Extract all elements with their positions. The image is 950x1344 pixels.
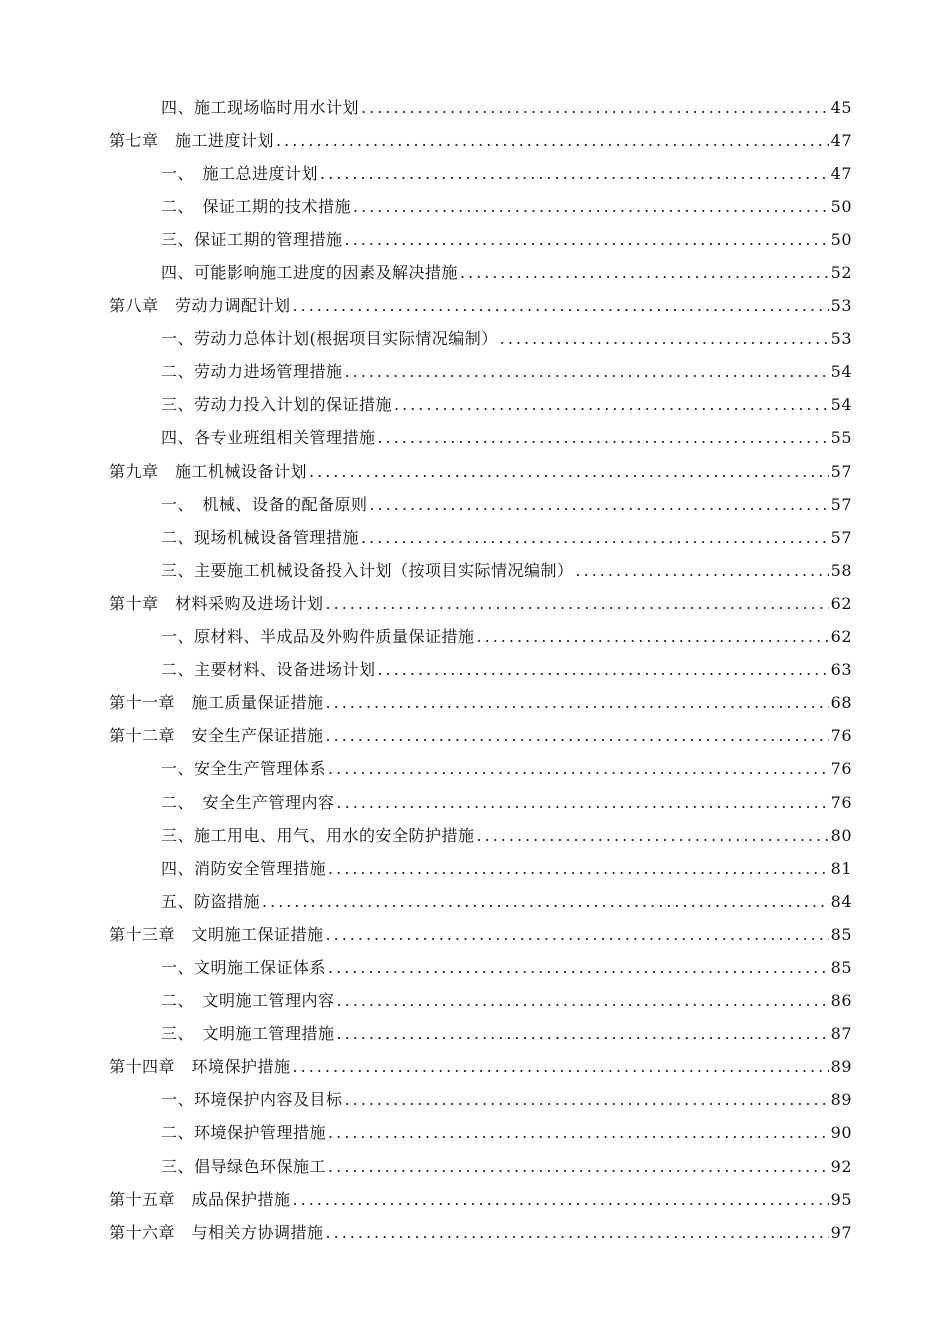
toc-dot-leader [576, 561, 829, 581]
toc-page-number: 80 [830, 825, 852, 845]
toc-dot-leader [328, 759, 829, 779]
toc-page-number: 76 [830, 726, 852, 746]
toc-entry-title: 一、安全生产管理体系 [161, 759, 327, 779]
toc-page-number: 97 [830, 1222, 852, 1242]
toc-dot-leader [326, 1223, 829, 1243]
toc-chapter-entry[interactable] [0, 455, 950, 488]
toc-dot-leader [353, 197, 829, 217]
toc-entry-title: 第十三章 文明施工保证措施 [109, 924, 324, 944]
toc-entry-title: 三、施工用电、用气、用水的安全防护措施 [161, 825, 475, 845]
toc-dot-leader [326, 693, 829, 713]
toc-dot-leader [320, 164, 829, 184]
toc-entry-title: 第十章 材料采购及进场计划 [109, 593, 324, 613]
toc-page-number: 89 [830, 1090, 852, 1110]
toc-entry-title: 第七章 施工进度计划 [109, 130, 275, 150]
toc-section-entry[interactable] [0, 554, 950, 587]
toc-entry-title: 二、环境保护管理措施 [161, 1123, 327, 1143]
toc-dot-leader [326, 594, 829, 614]
toc-entry-title: 四、各专业班组相关管理措施 [161, 428, 376, 448]
toc-section-entry[interactable] [0, 852, 950, 885]
toc-entry-title: 第十六章 与相关方协调措施 [109, 1222, 324, 1242]
toc-dot-leader [345, 230, 829, 250]
toc-section-entry[interactable] [0, 356, 950, 389]
toc-entry-title: 一、 施工总进度计划 [161, 163, 319, 183]
toc-chapter-entry[interactable] [0, 1051, 950, 1084]
toc-section-entry[interactable] [0, 885, 950, 918]
toc-entry-title: 三、劳动力投入计划的保证措施 [161, 395, 393, 415]
toc-dot-leader [326, 726, 829, 746]
toc-dot-leader [309, 462, 829, 482]
toc-entry-title: 第十四章 环境保护措施 [109, 1057, 291, 1077]
toc-dot-leader [345, 362, 829, 382]
toc-page-number: 84 [830, 891, 852, 911]
toc-page-number: 62 [830, 627, 852, 647]
toc-chapter-entry[interactable] [0, 918, 950, 951]
toc-page-number: 89 [830, 1057, 852, 1077]
toc-entry-title: 第十五章 成品保护措施 [109, 1189, 291, 1209]
toc-entry-title: 一、 机械、设备的配备原则 [161, 494, 368, 514]
toc-section-entry[interactable] [0, 488, 950, 521]
toc-page-number: 85 [830, 957, 852, 977]
toc-entry-title: 一、环境保护内容及目标 [161, 1090, 343, 1110]
toc-entry-title: 三、 文明施工管理措施 [161, 1024, 335, 1044]
toc-entry-title: 二、主要材料、设备进场计划 [161, 660, 376, 680]
toc-page-number: 47 [830, 163, 852, 183]
toc-page-number: 52 [830, 263, 852, 283]
toc-section-entry[interactable] [0, 422, 950, 455]
toc-entry-title: 二、 安全生产管理内容 [161, 792, 335, 812]
toc-page-number: 87 [830, 1024, 852, 1044]
toc-chapter-entry[interactable] [0, 124, 950, 157]
toc-page-number: 50 [830, 196, 852, 216]
toc-dot-leader [345, 1090, 829, 1110]
toc-dot-leader [477, 627, 829, 647]
toc-page-number: 92 [830, 1156, 852, 1176]
toc-page-number: 57 [830, 461, 852, 481]
toc-page-number: 81 [830, 858, 852, 878]
toc-dot-leader [293, 296, 829, 316]
toc-entry-title: 一、原材料、半成品及外购件质量保证措施 [161, 627, 475, 647]
toc-entry-title: 四、消防安全管理措施 [161, 858, 327, 878]
toc-page-number: 85 [830, 924, 852, 944]
toc-dot-leader [337, 793, 829, 813]
toc-entry-title: 第八章 劳动力调配计划 [109, 296, 291, 316]
toc-page-number: 86 [830, 991, 852, 1011]
toc-chapter-entry[interactable] [0, 290, 950, 323]
toc-section-entry[interactable] [0, 985, 950, 1018]
toc-dot-leader [293, 1057, 829, 1077]
toc-section-entry[interactable] [0, 223, 950, 256]
toc-dot-leader [477, 826, 829, 846]
toc-page-number: 53 [830, 296, 852, 316]
toc-dot-leader [328, 958, 829, 978]
toc-section-entry[interactable] [0, 621, 950, 654]
toc-page-number: 54 [830, 362, 852, 382]
toc-page-number: 50 [830, 229, 852, 249]
toc-entry-title: 二、劳动力进场管理措施 [161, 362, 343, 382]
toc-dot-leader [500, 329, 829, 349]
toc-section-entry[interactable] [0, 190, 950, 223]
toc-dot-leader [378, 660, 829, 680]
toc-section-entry[interactable] [0, 1117, 950, 1150]
toc-entry-title: 二、 保证工期的技术措施 [161, 196, 352, 216]
toc-page-number: 76 [830, 759, 852, 779]
toc-entry-title: 第十二章 安全生产保证措施 [109, 726, 324, 746]
toc-dot-leader [328, 1123, 829, 1143]
toc-chapter-entry[interactable] [0, 587, 950, 620]
toc-dot-leader [262, 892, 829, 912]
toc-page-number: 58 [830, 560, 852, 580]
toc-entry-title: 第十一章 施工质量保证措施 [109, 693, 324, 713]
toc-page-number: 63 [830, 660, 852, 680]
toc-dot-leader [460, 263, 829, 283]
toc-dot-leader [328, 1157, 829, 1177]
toc-entry-title: 四、施工现场临时用水计划 [161, 97, 360, 117]
toc-page-number: 76 [830, 792, 852, 812]
toc-section-entry[interactable] [0, 1018, 950, 1051]
toc-page-number: 53 [830, 329, 852, 349]
toc-page-number: 68 [830, 693, 852, 713]
toc-section-entry[interactable] [0, 389, 950, 422]
toc-section-entry[interactable] [0, 1150, 950, 1183]
toc-section-entry[interactable] [0, 323, 950, 356]
toc-chapter-entry[interactable] [0, 1183, 950, 1216]
toc-chapter-entry[interactable] [0, 1216, 950, 1249]
toc-section-entry[interactable] [0, 157, 950, 190]
table-of-contents [0, 91, 950, 1249]
toc-section-entry[interactable] [0, 1084, 950, 1117]
toc-page-number: 55 [830, 428, 852, 448]
toc-dot-leader [337, 1024, 829, 1044]
toc-section-entry[interactable] [0, 654, 950, 687]
toc-entry-title: 三、保证工期的管理措施 [161, 229, 343, 249]
toc-page-number: 47 [830, 130, 852, 150]
toc-section-entry[interactable] [0, 521, 950, 554]
toc-entry-title: 二、现场机械设备管理措施 [161, 527, 360, 547]
toc-section-entry[interactable] [0, 753, 950, 786]
toc-section-entry[interactable] [0, 91, 950, 124]
toc-entry-title: 一、劳动力总体计划(根据项目实际情况编制） [161, 329, 498, 349]
toc-entry-title: 三、倡导绿色环保施工 [161, 1156, 327, 1176]
toc-section-entry[interactable] [0, 819, 950, 852]
toc-page-number: 45 [830, 97, 852, 117]
toc-dot-leader [394, 395, 829, 415]
toc-dot-leader [328, 859, 829, 879]
toc-dot-leader [276, 131, 829, 151]
toc-dot-leader [326, 925, 829, 945]
toc-dot-leader [378, 428, 829, 448]
toc-chapter-entry[interactable] [0, 687, 950, 720]
toc-entry-title: 一、文明施工保证体系 [161, 957, 327, 977]
toc-entry-title: 二、 文明施工管理内容 [161, 991, 335, 1011]
toc-page-number: 54 [830, 395, 852, 415]
toc-dot-leader [293, 1190, 829, 1210]
toc-chapter-entry[interactable] [0, 720, 950, 753]
toc-page-number: 90 [830, 1123, 852, 1143]
toc-dot-leader [361, 528, 829, 548]
toc-page-number: 95 [830, 1189, 852, 1209]
toc-entry-title: 第九章 施工机械设备计划 [109, 461, 308, 481]
toc-page-number: 57 [830, 527, 852, 547]
toc-dot-leader [370, 495, 829, 515]
toc-dot-leader [361, 98, 829, 118]
toc-entry-title: 五、防盗措施 [161, 891, 261, 911]
toc-section-entry[interactable] [0, 786, 950, 819]
toc-section-entry[interactable] [0, 951, 950, 984]
toc-entry-title: 三、主要施工机械设备投入计划（按项目实际情况编制） [161, 560, 574, 580]
toc-page-number: 57 [830, 494, 852, 514]
toc-page-number: 62 [830, 593, 852, 613]
toc-entry-title: 四、可能影响施工进度的因素及解决措施 [161, 263, 459, 283]
toc-dot-leader [337, 991, 829, 1011]
toc-section-entry[interactable] [0, 256, 950, 289]
